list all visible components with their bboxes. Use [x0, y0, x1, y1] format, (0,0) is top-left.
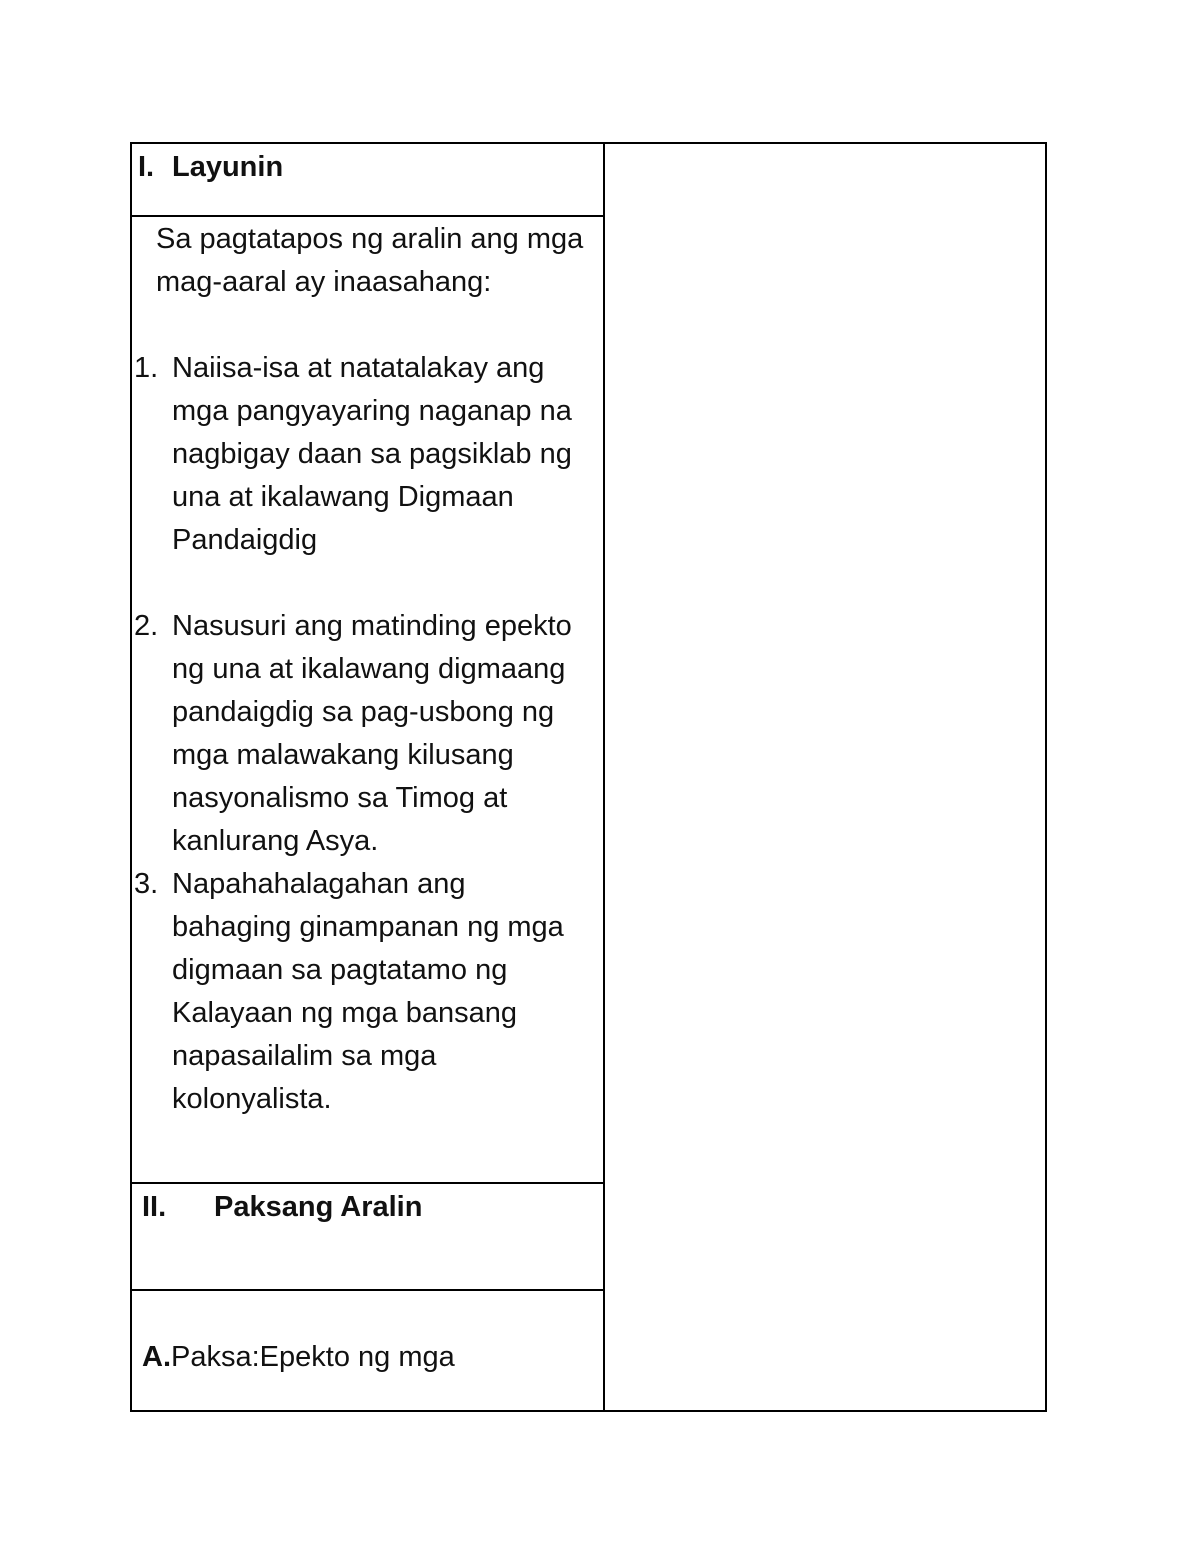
objective-item	[132, 347, 597, 562]
objective-item	[132, 863, 597, 1121]
section2-numeral: II.	[142, 1191, 167, 1223]
row-divider	[132, 215, 605, 217]
objective-text: Nasusuri ang matinding epekto ng una at ikalawang digmaang pandaigdig sa pag-usbong ng mga malawakang kilusang nasyonalismo sa Timog at kanlurang Asya.	[172, 610, 572, 857]
objective-item	[132, 605, 597, 863]
right-empty-cell	[605, 144, 1045, 1410]
row-divider	[132, 1182, 605, 1184]
objective-text: Napahahalagahan ang bahaging ginampanan ng mga digmaan sa pagtatamo ng Kalayaan ng mga bansang napasailalim sa mga kolonyalista.	[172, 868, 564, 1115]
section1-numeral: I.	[138, 151, 155, 183]
objective-number: 2.	[134, 610, 159, 642]
objective-text: Naiisa-isa at natatalakay ang mga pangyayaring naganap na nagbigay daan sa pagsiklab ng una at ikalawang Digmaan Pandaigdig	[172, 352, 572, 556]
section2-heading: Paksang Aralin	[214, 1191, 423, 1223]
row-divider	[132, 1289, 605, 1291]
intro-text: Sa pagtatapos ng aralin ang mga mag-aaral ay inaasahang:	[156, 223, 584, 298]
subsection-a	[142, 1336, 455, 1379]
objectives-intro	[156, 218, 592, 304]
section1-heading: Layunin	[172, 151, 284, 183]
objective-number: 1.	[134, 352, 159, 384]
subsection-a-text: Paksa:Epekto ng mga	[171, 1341, 455, 1373]
subsection-a-label: A.	[142, 1341, 171, 1373]
lesson-plan-table	[130, 142, 1047, 1412]
objective-number: 3.	[134, 868, 159, 900]
